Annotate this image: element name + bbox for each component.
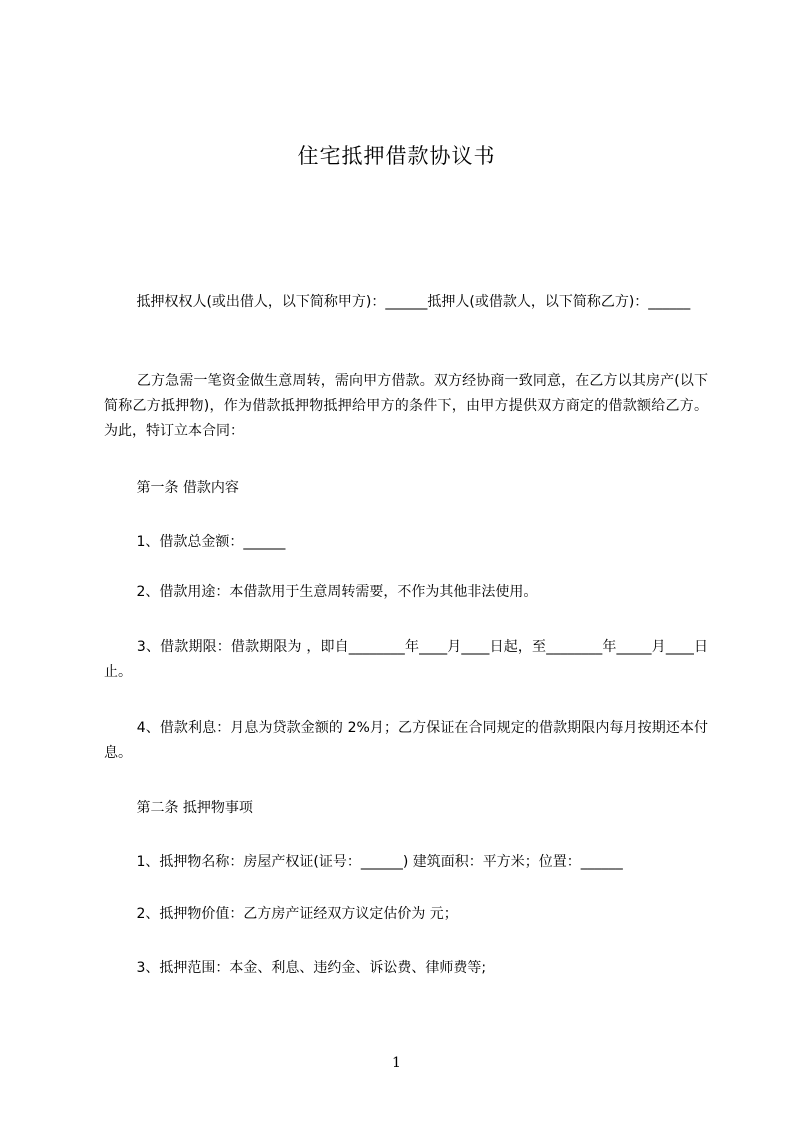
paragraph-preamble: 乙方急需一笔资金做生意周转，需向甲方借款。双方经协商一致同意，在乙方以其房产(以下简称乙方抵押物)，作为借款抵押物抵押给甲方的条件下，由甲方提供双方商定的借款额给乙方。为此，特订立本合同：	[104, 373, 708, 439]
clause-loan-interest: 4、借款利息：月息为贷款金额的 2%月；乙方保证在合同规定的借款期限内每月按期还本付息。	[104, 720, 708, 761]
page-number: 1	[392, 1055, 401, 1071]
clause-loan-term: 3、借款期限：借款期限为 ，即自________年____月____日起，至________年_____月____日止。	[104, 639, 708, 680]
clause-collateral-value: 2、抵押物价值：乙方房产证经双方议定估价为 元；	[104, 906, 458, 922]
clause-collateral-name: 1、抵押物名称：房屋产权证(证号：______) 建筑面积：平方米；位置：______	[104, 854, 623, 870]
document-title: 住宅抵押借款协议书	[297, 144, 496, 168]
clause-loan-amount: 1、借款总金额：______	[104, 534, 286, 550]
clause-loan-purpose: 2、借款用途：本借款用于生意周转需要，不作为其他非法使用。	[104, 584, 538, 600]
section-heading-loan-content: 第一条 借款内容	[104, 480, 239, 496]
paragraph-parties: 抵押权权人(或出借人，以下简称甲方)：______抵押人(或借款人，以下简称乙方)：______	[104, 294, 691, 310]
section-heading-collateral: 第二条 抵押物事项	[104, 800, 253, 816]
clause-collateral-scope: 3、抵押范围：本金、利息、违约金、诉讼费、律师费等;	[104, 960, 487, 976]
